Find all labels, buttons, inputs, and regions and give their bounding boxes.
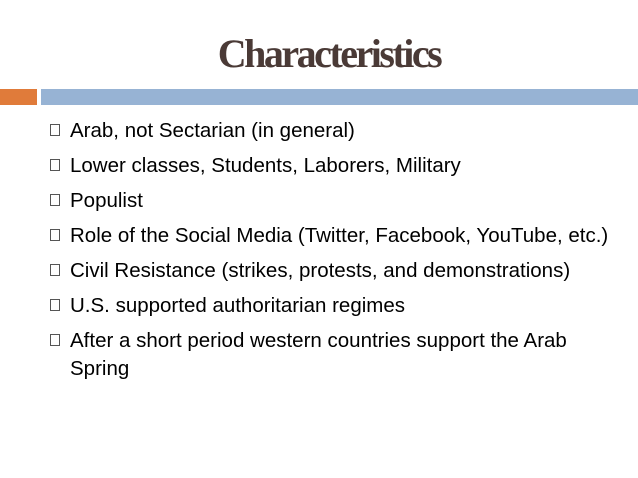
bullet-list — [50, 117, 620, 390]
accent-bar-left — [0, 89, 37, 105]
square-bullet-icon — [50, 124, 60, 136]
bullet-text: U.S. supported authoritarian regimes — [70, 294, 406, 317]
bullet-text: After a short period western countries support the Arab Spring — [70, 329, 567, 380]
bullet-text: Role of the Social Media (Twitter, Facebook, YouTube, etc.) — [70, 224, 609, 247]
square-bullet-icon — [50, 334, 60, 346]
bullet-item — [50, 187, 620, 215]
slide-title: Characteristics — [217, 31, 441, 76]
bullet-item — [50, 152, 620, 180]
bullet-text: Populist — [70, 189, 143, 212]
bullet-item — [50, 117, 620, 145]
bullet-text: Arab, not Sectarian (in general) — [70, 119, 355, 142]
square-bullet-icon — [50, 264, 60, 276]
bullet-text: Lower classes, Students, Laborers, Military — [70, 154, 461, 177]
square-bullet-icon — [50, 159, 60, 171]
square-bullet-icon — [50, 299, 60, 311]
square-bullet-icon — [50, 194, 60, 206]
bullet-item — [50, 327, 620, 382]
bullet-text: Civil Resistance (strikes, protests, and demonstrations) — [70, 259, 571, 282]
bullet-item — [50, 257, 620, 285]
square-bullet-icon — [50, 229, 60, 241]
accent-bar — [41, 89, 638, 105]
bullet-item — [50, 292, 620, 320]
bullet-item — [50, 222, 620, 250]
